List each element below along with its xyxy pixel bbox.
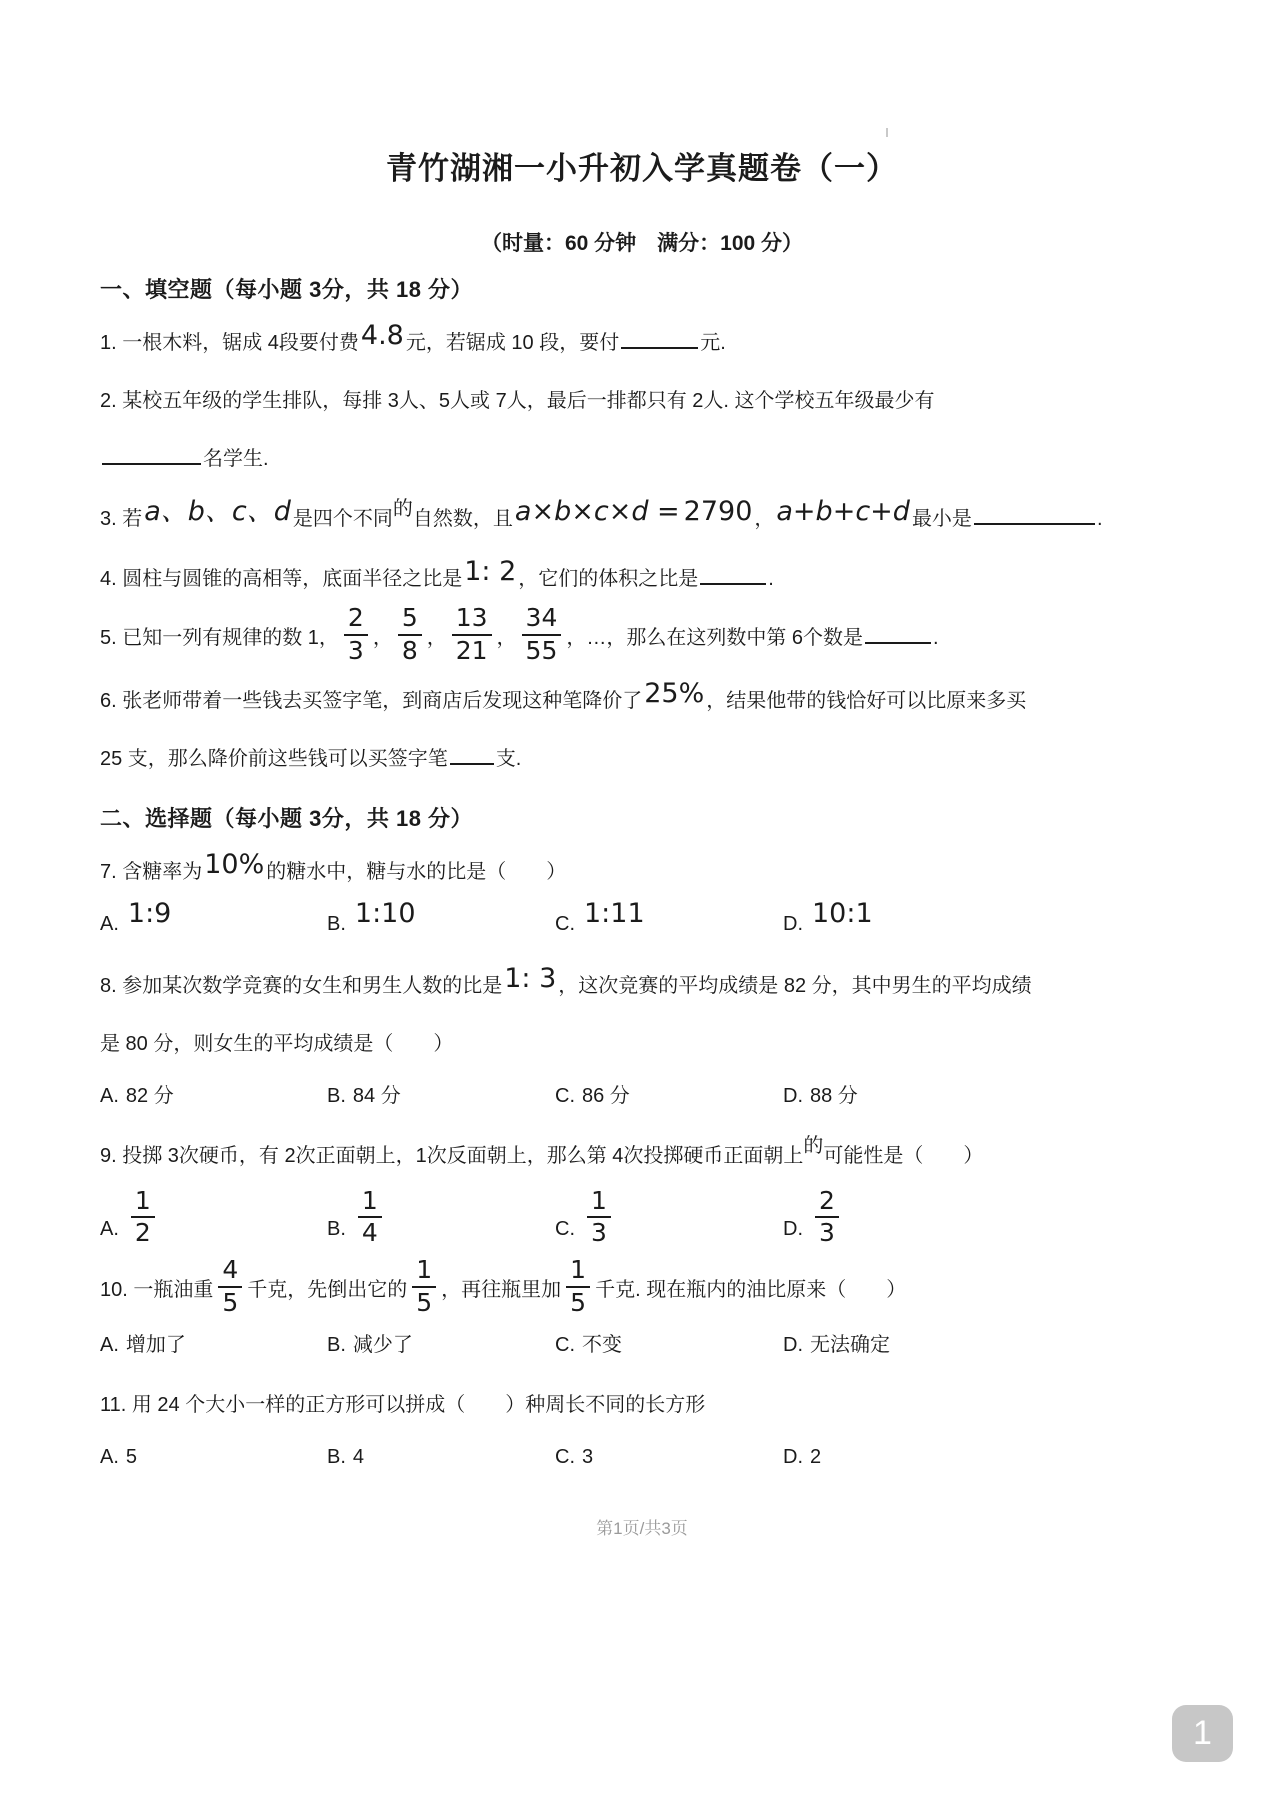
fraction-numerator: 13	[452, 604, 492, 636]
option-D	[783, 1185, 1184, 1253]
question-3	[100, 488, 1184, 548]
text-run: .	[933, 627, 939, 650]
question-line	[100, 670, 1184, 730]
text-run: 自然数，且	[412, 508, 513, 531]
option-text: 无法确定	[810, 1333, 890, 1356]
question-line	[100, 372, 1184, 430]
question-11	[100, 1376, 1184, 1434]
raised-text: 的	[803, 1134, 824, 1157]
text-run: 1. 一根木料，锯成 4段要付费	[100, 332, 359, 355]
formula: 10:1	[812, 897, 873, 929]
fraction	[522, 604, 562, 666]
option-B	[327, 1073, 555, 1119]
fraction	[815, 1187, 839, 1249]
option-B	[327, 1434, 555, 1480]
fraction-numerator: 1	[587, 1187, 611, 1219]
answer-blank	[450, 748, 494, 765]
option-text: 86 分	[582, 1084, 630, 1107]
text-run: 元.	[700, 332, 726, 355]
option-label: B.	[327, 1445, 346, 1468]
fraction-denominator: 21	[455, 635, 488, 665]
text-run: ，	[754, 508, 775, 531]
question-7-options	[100, 897, 1184, 947]
text-run: 25 支，那么降价前这些钱可以买签字笔	[100, 747, 448, 770]
option-label: C.	[555, 1218, 575, 1241]
text-run: ，这次竞赛的平均成绩是 82 分，其中男生的平均成绩	[558, 974, 1032, 997]
answer-blank	[974, 508, 1095, 525]
fraction-numerator: 2	[344, 604, 368, 636]
fraction-denominator: 8	[401, 635, 418, 665]
question-line	[100, 1255, 1184, 1322]
fraction	[344, 604, 368, 666]
fraction	[358, 1187, 382, 1249]
question-9-options	[100, 1185, 1184, 1253]
formula: a×b×c×d =	[514, 496, 680, 528]
question-line	[100, 955, 1184, 1015]
fraction-numerator: 34	[522, 604, 562, 636]
page-number-badge[interactable]: 1	[1172, 1705, 1233, 1762]
fraction	[398, 604, 422, 666]
question-line	[100, 548, 1184, 608]
fraction-numerator: 1	[566, 1256, 590, 1288]
option-label: C.	[555, 1333, 575, 1356]
option-C	[555, 1322, 783, 1368]
fraction	[452, 604, 492, 666]
fraction-numerator: 2	[815, 1187, 839, 1219]
fraction-denominator: 5	[416, 1287, 433, 1317]
text-run: ，…，那么在这列数中第 6个数是	[566, 627, 864, 650]
option-text: 不变	[582, 1333, 622, 1356]
question-2	[100, 372, 1184, 488]
option-label: A.	[100, 912, 119, 935]
text-run: 最小是	[911, 508, 972, 531]
option-text: 88 分	[810, 1084, 858, 1107]
text-run: 7. 含糖率为	[100, 860, 203, 883]
fraction-numerator: 1	[131, 1187, 155, 1219]
option-label: C.	[555, 1084, 575, 1107]
answer-blank	[700, 568, 766, 585]
option-D	[783, 897, 1184, 947]
page-title: 青竹湖湘一小升初入学真题卷（一）	[386, 151, 898, 186]
option-label: D.	[783, 1084, 803, 1107]
fraction-numerator: 5	[398, 604, 422, 636]
question-line	[100, 603, 1184, 670]
text-run: 是四个不同	[292, 508, 393, 531]
fraction-denominator: 55	[525, 635, 558, 665]
fraction-numerator: 4	[218, 1256, 242, 1288]
option-label: B.	[327, 912, 346, 935]
fraction-denominator: 3	[819, 1218, 835, 1248]
question-8	[100, 955, 1184, 1073]
text-run: 10. 一瓶油重	[100, 1279, 214, 1302]
question-line	[100, 730, 1184, 788]
option-B	[327, 1185, 555, 1253]
question-9	[100, 1127, 1184, 1185]
text-run: 8. 参加某次数学竞赛的女生和男生人数的比是	[100, 974, 503, 997]
text-run: 名学生.	[203, 448, 269, 471]
question-line	[100, 1376, 1184, 1434]
option-label: A.	[100, 1084, 119, 1107]
fraction-denominator: 3	[347, 635, 364, 665]
option-A	[100, 897, 327, 947]
section-2-heading: 二、选择题（每小题 3分，共 18 分）	[100, 805, 474, 831]
formula: 1:9	[127, 897, 172, 929]
question-line	[100, 312, 1184, 372]
option-text: 4	[352, 1445, 365, 1468]
text-run: 元，若锯成 10 段，要付	[405, 332, 620, 355]
formula: 1:10	[354, 897, 416, 929]
option-label: D.	[783, 1218, 803, 1241]
option-C	[555, 1434, 783, 1480]
text-run: 千克，先倒出它的	[247, 1279, 408, 1302]
formula: a+b+c+d	[776, 496, 910, 528]
option-A	[100, 1322, 327, 1368]
text-run: 5. 已知一列有规律的数 1，	[100, 627, 339, 650]
question-8-options	[100, 1073, 1184, 1119]
option-label: A.	[100, 1445, 119, 1468]
fraction	[131, 1187, 155, 1249]
question-10-options	[100, 1322, 1184, 1368]
option-text: 3	[582, 1445, 594, 1468]
option-text: 5	[125, 1445, 138, 1468]
option-B	[327, 897, 555, 947]
question-4	[100, 548, 1184, 608]
text-run: 9. 投掷 3次硬币，有 2次正面朝上，1次反面朝上，那么第 4次投掷硬币正面朝上	[100, 1144, 804, 1167]
answer-blank	[621, 332, 698, 349]
fraction-numerator: 1	[358, 1187, 382, 1219]
text-run: 2. 某校五年级的学生排队，每排 3人、5人或 7人，最后一排都只有 2人. 这个学校五年级最少有	[100, 390, 935, 413]
text-run: 3. 若	[100, 508, 143, 531]
formula: 1: 2	[464, 556, 517, 588]
option-A	[100, 1434, 327, 1480]
fraction-denominator: 4	[361, 1218, 378, 1248]
fill-in-section	[100, 273, 1184, 788]
option-D	[783, 1434, 1184, 1480]
multiple-choice-section	[100, 802, 1184, 1480]
fraction-denominator: 3	[591, 1218, 607, 1248]
option-text: 84 分	[352, 1084, 401, 1107]
question-line	[100, 430, 1184, 488]
question-10	[100, 1255, 1184, 1322]
text-run: 支.	[495, 747, 522, 770]
option-B	[327, 1322, 555, 1368]
option-label: B.	[327, 1218, 346, 1241]
answer-blank	[865, 627, 931, 644]
question-11-options	[100, 1434, 1184, 1480]
text-run: ，	[496, 627, 517, 650]
fraction-numerator: 1	[412, 1256, 436, 1288]
option-C	[555, 1185, 783, 1253]
fraction	[218, 1256, 242, 1318]
text-run: ，	[426, 627, 447, 650]
formula: 2790	[683, 496, 753, 528]
option-text: 82 分	[125, 1084, 174, 1107]
text-run: ，再往瓶里加	[441, 1279, 562, 1302]
option-label: B.	[327, 1084, 346, 1107]
text-run: .	[768, 568, 774, 591]
text-run: 是 80 分，则女生的平均成绩是（ ）	[100, 1032, 454, 1055]
question-line	[100, 1127, 1184, 1185]
formula: a、b、c、d	[144, 496, 291, 528]
text-run: ，它们的体积之比是	[518, 568, 699, 591]
raised-text: 的	[392, 498, 413, 521]
formula: 4.8	[360, 320, 404, 352]
text-run: 可能性是（ ）	[823, 1144, 984, 1167]
option-label: C.	[555, 912, 575, 935]
option-label: D.	[783, 1445, 803, 1468]
fraction-denominator: 2	[134, 1218, 151, 1248]
option-label: C.	[555, 1445, 575, 1468]
option-text: 减少了	[352, 1333, 413, 1356]
option-C	[555, 897, 783, 947]
section-1-heading: 一、填空题（每小题 3分，共 18 分）	[100, 277, 474, 303]
page-indicator: 第1页/共3页	[596, 1518, 688, 1538]
option-label: B.	[327, 1333, 346, 1356]
formula: 25%	[644, 677, 705, 709]
option-D	[783, 1073, 1184, 1119]
option-text: 2	[810, 1445, 822, 1468]
formula: 10%	[204, 848, 265, 880]
text-run: ，结果他带的钱恰好可以比原来多买	[706, 689, 1027, 712]
question-6	[100, 670, 1184, 788]
question-5	[100, 603, 1184, 670]
text-run: .	[1096, 508, 1103, 531]
formula: 1: 3	[504, 962, 557, 994]
option-A	[100, 1185, 327, 1253]
option-A	[100, 1073, 327, 1119]
fraction-denominator: 5	[222, 1287, 239, 1317]
option-C	[555, 1073, 783, 1119]
option-label: D.	[783, 912, 803, 935]
question-line	[100, 488, 1184, 548]
text-run: 4. 圆柱与圆锥的高相等，底面半径之比是	[100, 568, 463, 591]
question-1	[100, 312, 1184, 372]
exam-meta: （时量：60 分钟 满分：100 分）	[480, 232, 804, 256]
answer-blank	[102, 448, 201, 465]
text-run: 11. 用 24 个大小一样的正方形可以拼成（ ）种周长不同的长方形	[100, 1393, 706, 1416]
scan-artifact-mark	[886, 128, 888, 137]
fraction	[412, 1256, 436, 1318]
option-label: D.	[783, 1333, 803, 1356]
fraction	[587, 1187, 611, 1249]
question-line	[100, 1015, 1184, 1073]
fraction-denominator: 5	[570, 1287, 587, 1317]
text-run: 的糖水中，糖与水的比是（ ）	[266, 860, 567, 883]
text-run: 千克. 现在瓶内的油比原来（ ）	[595, 1279, 907, 1302]
option-D	[783, 1322, 1184, 1368]
option-label: A.	[100, 1333, 119, 1356]
option-label: A.	[100, 1218, 119, 1241]
text-run: 6. 张老师带着一些钱去买签字笔，到商店后发现这种笔降价了	[100, 689, 643, 712]
formula: 1:11	[584, 897, 645, 929]
text-run: ，	[372, 627, 393, 650]
fraction	[566, 1256, 590, 1318]
option-text: 增加了	[125, 1333, 186, 1356]
